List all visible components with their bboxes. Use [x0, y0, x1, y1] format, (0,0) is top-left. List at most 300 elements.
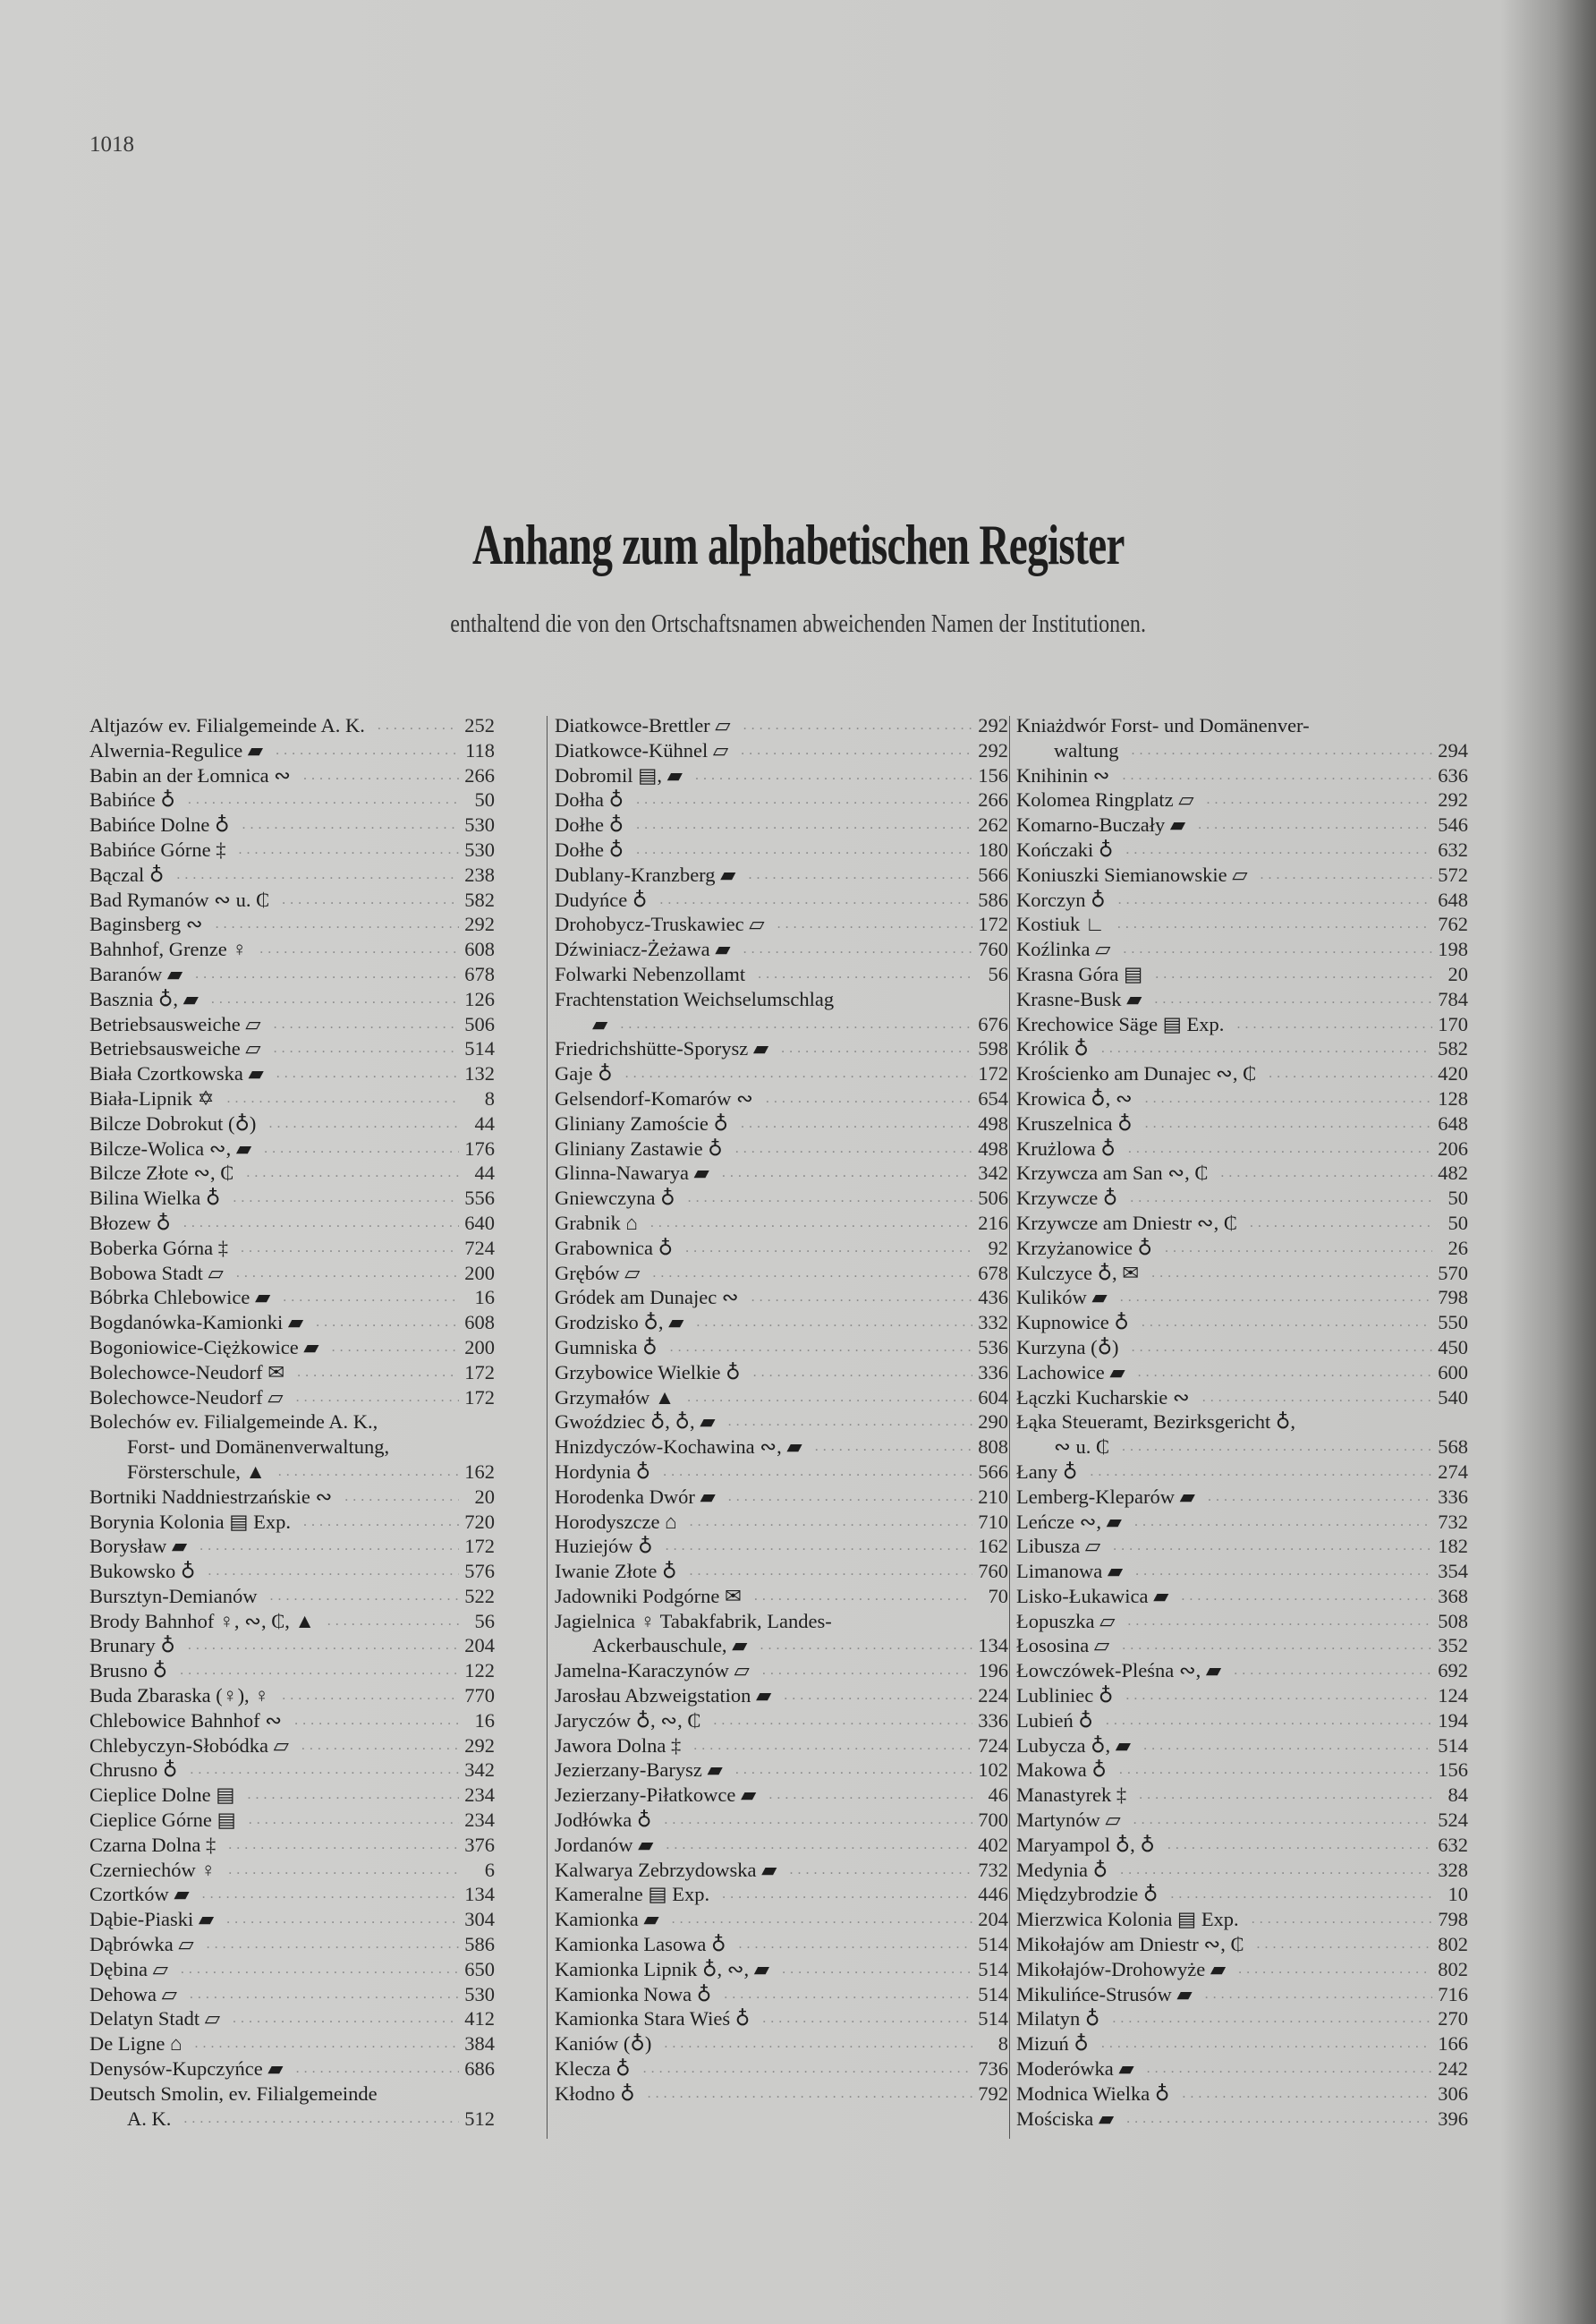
- dot-leader: [748, 1285, 972, 1310]
- dot-leader: [1098, 1036, 1432, 1061]
- entry-page-number: 336: [978, 1708, 1008, 1732]
- register-entry: [89, 1683, 495, 1708]
- entry-name: Buda Zbaraska (♀), ♀: [89, 1684, 270, 1707]
- register-entry: [89, 1335, 495, 1360]
- dot-leader: [1122, 1683, 1432, 1708]
- dot-leader: [243, 1783, 459, 1808]
- dot-leader: [1246, 1211, 1432, 1236]
- entry-name: Gwoździec ♁, ♁, ▰: [555, 1410, 716, 1434]
- entry-line: [555, 1858, 1008, 1883]
- entry-line: [89, 1236, 495, 1261]
- entry-page-number: 328: [1438, 1858, 1468, 1881]
- entry-line: [89, 1907, 495, 1932]
- entry-line: [555, 1460, 1008, 1485]
- entry-page-number: 498: [978, 1136, 1008, 1160]
- register-entry: [555, 1086, 1008, 1111]
- register-entry: [1016, 1211, 1468, 1236]
- register-entry: [1016, 763, 1468, 788]
- register-entry: [89, 713, 495, 738]
- entry-line: [89, 2006, 495, 2031]
- entry-line: [1016, 888, 1468, 913]
- entry-name: Jodłówka ♁: [555, 1809, 652, 1832]
- entry-page-number: 352: [1438, 1634, 1468, 1657]
- entry-name: Dębina ▱: [89, 1957, 168, 1980]
- entry-name: Knihinin ∾: [1016, 763, 1110, 787]
- dot-leader: [1116, 1285, 1432, 1310]
- dot-leader: [1142, 1111, 1432, 1136]
- entry-name: Dobromil ▤, ▰: [555, 763, 683, 787]
- register-entry: [1016, 1584, 1468, 1609]
- register-entry: [89, 813, 495, 838]
- entry-name: Bóbrka Chlebowice ▰: [89, 1286, 271, 1309]
- register-entry: [89, 1012, 495, 1037]
- entry-page-number: 506: [464, 1012, 495, 1035]
- entry-page-number: 384: [464, 2032, 495, 2056]
- entry-name: Horodenka Dwór ▰: [555, 1485, 716, 1508]
- register-entry: [89, 1833, 495, 1858]
- register-entry: [89, 1633, 495, 1658]
- entry-line: [89, 2081, 495, 2107]
- entry-name: Folwarki Nebenzollamt: [555, 962, 746, 985]
- dot-leader: [692, 763, 972, 788]
- dot-leader: [1233, 1012, 1432, 1037]
- entry-line: [89, 962, 495, 987]
- dot-leader: [374, 713, 459, 738]
- entry-name: Krościenko am Dunajec ∾, ₵: [1016, 1062, 1257, 1085]
- entry-name: Klecza ♁: [555, 2057, 631, 2081]
- dot-leader: [1119, 937, 1432, 962]
- entry-line: [1016, 1609, 1468, 1634]
- entry-name: Chlebowice Bahnhof ∾: [89, 1708, 283, 1732]
- entry-line: [89, 1485, 495, 1510]
- register-entry: [555, 1783, 1008, 1808]
- entry-name: Kamionka Lipnik ♁, ∾, ▰: [555, 1957, 770, 1980]
- register-entry: [555, 912, 1008, 937]
- dot-leader: [233, 1261, 459, 1286]
- register-entry: [555, 1310, 1008, 1335]
- entry-page-number: 156: [1438, 1758, 1468, 1782]
- entry-page-number: 732: [978, 1858, 1008, 1881]
- dot-leader: [718, 1882, 972, 1907]
- entry-page-number: 802: [1438, 1933, 1468, 1956]
- register-entry: [89, 1086, 495, 1111]
- dot-leader: [759, 2006, 972, 2031]
- dot-leader: [184, 1633, 459, 1658]
- entry-page-number: 216: [978, 1211, 1008, 1234]
- dot-leader: [186, 1758, 459, 1783]
- dot-leader: [278, 888, 459, 913]
- register-entry: [89, 1559, 495, 1584]
- entry-name: Forst- und Domänenverwaltung,: [127, 1435, 390, 1459]
- entry-page-number: 170: [1438, 1012, 1468, 1035]
- entry-name: Kupnowice ♁: [1016, 1311, 1129, 1334]
- dot-leader: [1098, 2031, 1432, 2056]
- register-entry: [89, 1409, 495, 1484]
- entry-line: [1016, 1460, 1468, 1485]
- entry-line: [555, 1061, 1008, 1086]
- entry-line: [89, 863, 495, 888]
- page-title-text: Anhang zum alphabetischen Register: [471, 513, 1125, 576]
- entry-name: Mizuń ♁: [1016, 2032, 1089, 2056]
- dot-leader: [223, 1086, 459, 1111]
- dot-leader: [176, 1658, 459, 1683]
- entry-line: [555, 1261, 1008, 1286]
- entry-line: [89, 1385, 495, 1410]
- register-entry: [555, 1733, 1008, 1758]
- entry-name: Kniażdwór Forst- und Domänenver-: [1016, 714, 1310, 736]
- register-entry: [89, 1808, 495, 1833]
- dot-leader: [223, 1907, 459, 1932]
- entry-name: Czerniechów ♀: [89, 1858, 216, 1881]
- register-entry: [555, 713, 1008, 738]
- register-entry: [555, 1708, 1008, 1733]
- dot-leader: [632, 787, 972, 813]
- entry-line: [1016, 1036, 1468, 1061]
- entry-page-number: 540: [1438, 1385, 1468, 1409]
- dot-leader: [1124, 1609, 1432, 1634]
- entry-page-number: 336: [978, 1360, 1008, 1383]
- register-entry: [555, 1409, 1008, 1434]
- register-entry: [89, 1609, 495, 1634]
- entry-page-number: 180: [978, 838, 1008, 861]
- entry-line: [1016, 1932, 1468, 1957]
- entry-line: [89, 1633, 495, 1658]
- entry-name: Krzywcza am San ∾, ₵: [1016, 1162, 1209, 1185]
- dot-leader: [225, 1833, 459, 1858]
- entry-name: Betriebsausweiche ▱: [89, 1037, 261, 1060]
- entry-page-number: 636: [1438, 763, 1468, 787]
- register-entry: [89, 2031, 495, 2056]
- entry-page-number: 10: [1447, 1883, 1468, 1906]
- dot-leader: [1235, 1957, 1432, 1982]
- entry-line: [555, 987, 1008, 1012]
- entry-page-number: 514: [1438, 1733, 1468, 1757]
- entry-page-number: 586: [464, 1933, 495, 1956]
- register-entry: [89, 1261, 495, 1286]
- entry-page-number: 46: [988, 1783, 1008, 1807]
- register-entry: [555, 1510, 1008, 1535]
- entry-line: [89, 713, 495, 738]
- entry-line: [89, 838, 495, 863]
- entry-page-number: 292: [464, 1733, 495, 1757]
- entry-name: Diatkowce-Kühnel ▱: [555, 738, 729, 762]
- entry-line: [1016, 962, 1468, 987]
- entry-page-number: 576: [464, 1560, 495, 1583]
- entry-name: Łączki Kucharskie ∾: [1016, 1385, 1190, 1409]
- register-entry: [1016, 1982, 1468, 2007]
- entry-page-number: 654: [978, 1086, 1008, 1110]
- entry-line: [1016, 1982, 1468, 2007]
- dot-leader: [740, 713, 972, 738]
- entry-line: [89, 1833, 495, 1858]
- dot-leader: [785, 1858, 972, 1883]
- entry-name: Błozew ♁: [89, 1211, 171, 1234]
- register-entry: [555, 787, 1008, 813]
- entry-line: [555, 1982, 1008, 2007]
- entry-page-number: 802: [1438, 1957, 1468, 1980]
- register-entry: [1016, 1161, 1468, 1186]
- entry-line: [1016, 2031, 1468, 2056]
- dot-leader: [757, 1633, 973, 1658]
- entry-name: Kurzyna (♁): [1016, 1335, 1119, 1358]
- entry-line: [555, 2056, 1008, 2081]
- register-entry: [1016, 1609, 1468, 1634]
- entry-name: Gumniska ♁: [555, 1335, 658, 1358]
- dot-leader: [273, 1061, 459, 1086]
- entry-name: Bogoniowice-Ciężkowice ▰: [89, 1335, 319, 1358]
- entry-line: [89, 1186, 495, 1211]
- entry-line: [555, 2006, 1008, 2031]
- entry-line: [1016, 1161, 1468, 1186]
- register-entry: [555, 1211, 1008, 1236]
- entry-line: [1016, 2056, 1468, 2081]
- entry-name: Grzybowice Wielkie ♁: [555, 1360, 741, 1383]
- entry-line: [555, 1808, 1008, 1833]
- entry-line: [1016, 1733, 1468, 1758]
- entry-line: [555, 787, 1008, 813]
- entry-name: ▰: [592, 1012, 608, 1035]
- dot-leader: [238, 813, 459, 838]
- entry-line: [1016, 1808, 1468, 1833]
- dot-leader: [275, 1460, 459, 1485]
- entry-continuation-line: [555, 1012, 1008, 1037]
- entry-name: Jawora Dolna ‡: [555, 1733, 682, 1757]
- dot-leader: [229, 1186, 459, 1211]
- dot-leader: [1135, 1783, 1432, 1808]
- register-entry: [89, 1310, 495, 1335]
- register-entry: [555, 1485, 1008, 1510]
- entry-line: [1016, 863, 1468, 888]
- entry-page-number: 26: [1447, 1236, 1468, 1259]
- entry-line: [1016, 1758, 1468, 1783]
- entry-page-number: 200: [464, 1335, 495, 1358]
- register-entry: [555, 1833, 1008, 1858]
- register-entry: [555, 1261, 1008, 1286]
- entry-line: [1016, 1385, 1468, 1410]
- entry-page-number: 234: [464, 1783, 495, 1807]
- dot-leader: [778, 1957, 972, 1982]
- entry-name: Gaje ♁: [555, 1062, 613, 1085]
- register-entry: [1016, 2031, 1468, 2056]
- dot-leader: [734, 1932, 972, 1957]
- page-subtitle-text: enthaltend die von den Ortschaftsnamen abweichenden Namen der Institutionen.: [450, 610, 1146, 638]
- entry-line: [1016, 1335, 1468, 1360]
- entry-name: Leńcze ∾, ▰: [1016, 1510, 1122, 1533]
- dot-leader: [229, 2006, 459, 2031]
- entry-page-number: 118: [465, 738, 495, 762]
- register-entry: [1016, 1957, 1468, 1982]
- entry-name: Kulików ▰: [1016, 1286, 1108, 1309]
- dot-leader: [312, 1310, 459, 1335]
- register-entry: [555, 1658, 1008, 1683]
- dot-leader: [1108, 2006, 1432, 2031]
- register-entry: [555, 1460, 1008, 1485]
- entry-name: Bilina Wielka ♁: [89, 1187, 221, 1210]
- dot-leader: [300, 763, 459, 788]
- entry-page-number: 556: [464, 1187, 495, 1210]
- register-entry: [1016, 1261, 1468, 1286]
- entry-line: [555, 937, 1008, 962]
- entry-page-number: 586: [978, 888, 1008, 911]
- entry-page-number: 92: [988, 1236, 1008, 1259]
- entry-name: Drohobycz-Truskawiec ▱: [555, 913, 765, 936]
- register-entry: [89, 1733, 495, 1758]
- entry-line: [1016, 1111, 1468, 1136]
- dot-leader: [754, 962, 972, 987]
- entry-line: [1016, 1261, 1468, 1286]
- entry-line: [1016, 1510, 1468, 1535]
- register-entry: [1016, 838, 1468, 863]
- entry-name: Cieplice Górne ▤: [89, 1809, 236, 1832]
- entry-page-number: 762: [1438, 913, 1468, 936]
- dot-leader: [1164, 1833, 1432, 1858]
- entry-line: [1016, 1285, 1468, 1310]
- entry-page-number: 566: [978, 863, 1008, 886]
- entry-name: Altjazów ev. Filialgemeinde A. K.: [89, 714, 365, 736]
- dot-leader: [632, 813, 972, 838]
- entry-page-number: 792: [978, 2081, 1008, 2105]
- entry-name: Kamionka Stara Wieś ♁: [555, 2007, 751, 2030]
- entry-name: Jarosłau Abzweigstation ▰: [555, 1684, 772, 1707]
- entry-page-number: 354: [1438, 1560, 1468, 1583]
- entry-page-number: 420: [1438, 1062, 1468, 1085]
- entry-line: [555, 813, 1008, 838]
- entry-page-number: 514: [978, 1957, 1008, 1980]
- entry-line: [89, 1932, 495, 1957]
- register-entry: [89, 987, 495, 1012]
- entry-name: Kamionka Nowa ♁: [555, 1982, 712, 2005]
- entry-line: [89, 1360, 495, 1385]
- entry-name: Bogdanówka-Kamionki ▰: [89, 1311, 304, 1334]
- entry-page-number: 200: [464, 1261, 495, 1284]
- entry-name: Komarno-Buczały ▰: [1016, 813, 1186, 837]
- entry-line: [89, 1858, 495, 1883]
- entry-page-number: 294: [1438, 738, 1468, 762]
- register-entry: [555, 1136, 1008, 1162]
- entry-line: [89, 1409, 495, 1434]
- entry-line: [1016, 2081, 1468, 2107]
- entry-page-number: 50: [1447, 1187, 1468, 1210]
- dot-leader: [683, 1385, 972, 1410]
- register-entry: [89, 1658, 495, 1683]
- dot-leader: [1118, 1633, 1432, 1658]
- entry-line: [89, 1012, 495, 1037]
- entry-line: [89, 813, 495, 838]
- entry-name: Łopuszka ▱: [1016, 1609, 1116, 1632]
- entry-line: [555, 1658, 1008, 1683]
- register-entry: [89, 1584, 495, 1609]
- dot-leader: [811, 1434, 972, 1460]
- register-entry: [89, 1285, 495, 1310]
- register-entry: [555, 738, 1008, 763]
- entry-name: Dźwiniacz-Żeżawa ▰: [555, 938, 731, 961]
- entry-line: [1016, 1708, 1468, 1733]
- dot-leader: [191, 2031, 459, 2056]
- dot-leader: [1130, 1808, 1432, 1833]
- dot-leader: [774, 912, 972, 937]
- dot-leader: [682, 1236, 972, 1261]
- dot-leader: [1118, 1434, 1432, 1460]
- dot-leader: [266, 1584, 459, 1609]
- register-entry: [1016, 1683, 1468, 1708]
- entry-name: Dołhe ♁: [555, 838, 624, 861]
- entry-name: Korczyn ♁: [1016, 888, 1106, 911]
- dot-leader: [203, 1932, 459, 1957]
- dot-leader: [1109, 1534, 1432, 1559]
- entry-continuation-line: [89, 2107, 495, 2132]
- column-divider: [1009, 716, 1010, 2139]
- entry-page-number: 508: [1438, 1609, 1468, 1632]
- register-entry: [555, 1285, 1008, 1310]
- entry-page-number: 162: [978, 1535, 1008, 1558]
- entry-line: [555, 1708, 1008, 1733]
- entry-page-number: 632: [1438, 1833, 1468, 1856]
- register-entry: [1016, 1708, 1468, 1733]
- entry-page-number: 266: [978, 788, 1008, 812]
- register-entry: [555, 1584, 1008, 1609]
- entry-line: [89, 1609, 495, 1634]
- entry-name: Bukowsko ♁: [89, 1560, 196, 1583]
- register-entry: [555, 763, 1008, 788]
- register-entry: [1016, 863, 1468, 888]
- register-entry: [89, 1783, 495, 1808]
- entry-line: [555, 1683, 1008, 1708]
- dot-leader: [1122, 838, 1432, 863]
- entry-line: [1016, 1683, 1468, 1708]
- dot-leader: [298, 1733, 459, 1758]
- entry-line: [555, 1485, 1008, 1510]
- entry-page-number: 650: [464, 1957, 495, 1980]
- dot-leader: [660, 2031, 972, 2056]
- entry-line: [89, 2056, 495, 2081]
- entry-page-number: 126: [464, 987, 495, 1010]
- entry-page-number: 162: [464, 1460, 495, 1483]
- register-entry: [555, 1335, 1008, 1360]
- entry-page-number: 292: [464, 913, 495, 936]
- dot-leader: [225, 1858, 459, 1883]
- entry-continuation-line: [89, 1460, 495, 1485]
- entry-line: [555, 1609, 1008, 1634]
- entry-name: Lemberg-Kleparów ▰: [1016, 1485, 1195, 1508]
- register-column-1: [89, 713, 495, 2131]
- dot-leader: [265, 1111, 459, 1136]
- entry-page-number: 570: [1438, 1261, 1468, 1284]
- dot-leader: [1102, 1708, 1432, 1733]
- entry-name: Mikołajów-Drohowyże ▰: [1016, 1957, 1227, 1980]
- entry-name: Mikołajów am Dniestr ∾, ₵: [1016, 1933, 1244, 1956]
- register-entry: [555, 987, 1008, 1037]
- entry-name: Horodyszcze ⌂: [555, 1510, 677, 1533]
- register-entry: [555, 1360, 1008, 1385]
- dot-leader: [759, 1658, 972, 1683]
- entry-name: Boberka Górna ‡: [89, 1236, 228, 1259]
- dot-leader: [1086, 1460, 1432, 1485]
- entry-name: Försterschule, ▲: [127, 1460, 266, 1483]
- entry-name: Grzymałów ▲: [555, 1385, 675, 1409]
- entry-page-number: 274: [1438, 1460, 1468, 1483]
- dot-leader: [718, 1161, 972, 1186]
- dot-leader: [341, 1485, 459, 1510]
- entry-page-number: 700: [978, 1809, 1008, 1832]
- entry-page-number: 290: [978, 1410, 1008, 1434]
- entry-page-number: 172: [464, 1385, 495, 1409]
- entry-name: Iwanie Złote ♁: [555, 1560, 677, 1583]
- entry-name: Ackerbauschule, ▰: [592, 1634, 748, 1657]
- entry-name: Grodzisko ♁, ▰: [555, 1311, 684, 1334]
- entry-page-number: 122: [464, 1659, 495, 1682]
- entry-page-number: 550: [1438, 1311, 1468, 1334]
- register-entry: [555, 1609, 1008, 1659]
